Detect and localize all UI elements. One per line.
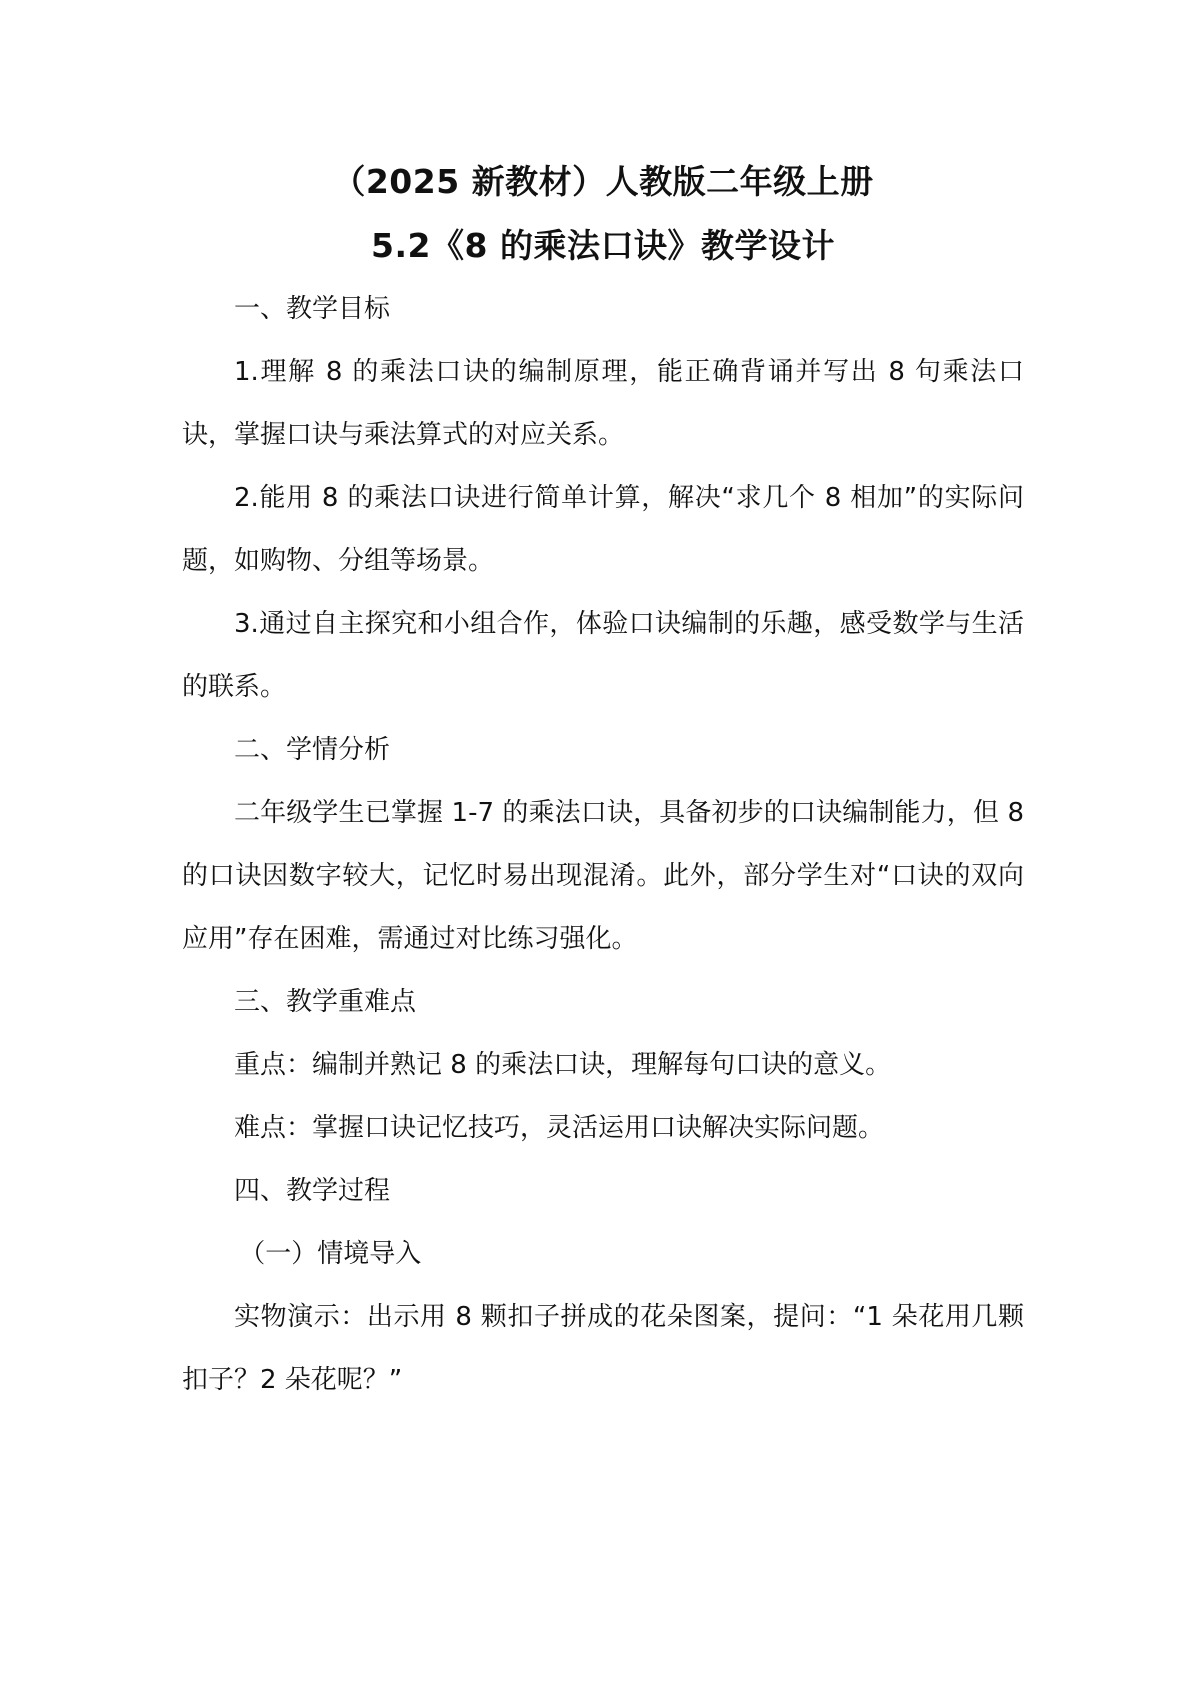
section-heading-key-points: 三、教学重难点 (234, 987, 417, 1017)
objective-2: 2.能用 8 的乘法口诀进行简单计算，解决“求几个 8 相加”的实际问题，如购物、分组等场景。 (182, 483, 1024, 576)
objective-3: 3.通过自主探究和小组合作，体验口诀编制的乐趣，感受数学与生活的联系。 (182, 609, 1024, 702)
section-heading-analysis: 二、学情分析 (234, 735, 391, 765)
subsection-heading-intro: （一）情境导入 (239, 1239, 422, 1269)
section-heading-objectives: 一、教学目标 (234, 294, 391, 324)
document-title-line-2: 5.2《8 的乘法口诀》教学设计 (371, 226, 835, 265)
key-point: 重点：编制并熟记 8 的乘法口诀，理解每句口诀的意义。 (234, 1050, 892, 1080)
analysis-text: 二年级学生已掌握 1-7 的乘法口诀，具备初步的口诀编制能力，但 8 的口诀因数字较大，记忆时易出现混淆。此外，部分学生对“口诀的双向应用”存在困难，需通过对比练习强化。 (182, 798, 1024, 954)
document-title-line-1: （2025 新教材）人教版二年级上册 (332, 162, 874, 201)
document-page (182, 150, 1024, 1412)
difficult-point: 难点：掌握口诀记忆技巧，灵活运用口诀解决实际问题。 (234, 1113, 885, 1143)
objective-1: 1.理解 8 的乘法口诀的编制原理，能正确背诵并写出 8 句乘法口诀，掌握口诀与乘法算式的对应关系。 (182, 357, 1024, 450)
section-heading-process: 四、教学过程 (234, 1176, 391, 1206)
intro-demo-text: 实物演示：出示用 8 颗扣子拼成的花朵图案，提问：“1 朵花用几颗扣子？2 朵花呢？” (182, 1302, 1024, 1395)
